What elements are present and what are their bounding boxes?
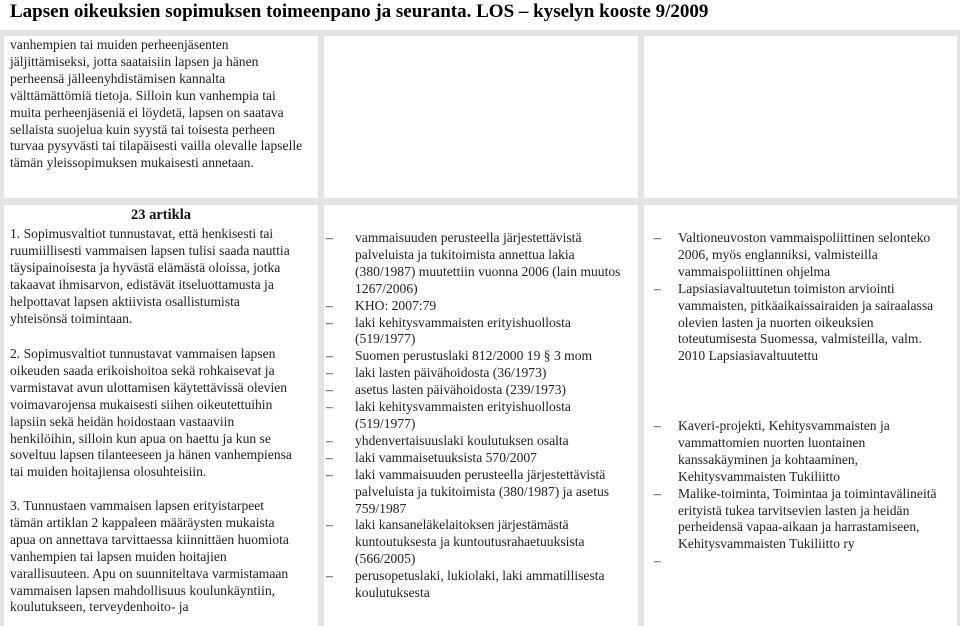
text-line: (380/1987) muutettiin vuonna 2006 (lain muutos xyxy=(355,263,621,279)
list-item xyxy=(326,467,620,518)
text-line: vammaispoliittinen ohjelma xyxy=(678,263,831,279)
text-line: 2006, myös englanniksi, valmisteilla xyxy=(678,246,878,262)
text-line: varmistavat avun ulottamisen käytettävissä olevien xyxy=(10,379,288,395)
text-line: KHO: 2007:79 xyxy=(355,297,437,313)
text-line: välttämättömiä tietoja. Silloin kun vanhempia tai xyxy=(10,87,276,103)
list-item xyxy=(326,315,620,349)
dash-bullet: – xyxy=(326,314,333,330)
list-item xyxy=(326,348,620,365)
text-line: vanhempien tai muiden perheenjäsenten xyxy=(10,37,229,52)
text-line: yhteisönsä toimintaan. xyxy=(10,310,133,326)
dash-bullet: – xyxy=(654,418,661,433)
article-cell xyxy=(4,205,318,626)
dash-bullet: – xyxy=(326,432,333,448)
text-line: vammaisuuden perusteella järjestettävistä xyxy=(355,230,582,245)
dash-bullet: – xyxy=(326,365,333,381)
dash-bullet: – xyxy=(654,280,661,296)
article-paragraph-1 xyxy=(10,226,290,327)
text-line: Valtioneuvoston vammaispoliittinen selonteko xyxy=(678,230,931,245)
text-line: laki vammaisuuden perusteella järjestettävistä xyxy=(355,466,606,482)
title-bar xyxy=(0,0,960,30)
text-line: 3. Tunnustaen vammaisen lapsen erityistarpeet xyxy=(10,498,265,513)
text-line: olevien lasten ja nuorten oikeuksien xyxy=(678,314,874,330)
text-line: varallisuuteen. Apu on suunniteltava varmistamaan xyxy=(10,565,289,581)
programs-list-2 xyxy=(654,418,937,570)
text-line: muita perheenjäseniä ei löydetä, lapsen on saatava xyxy=(10,104,284,120)
text-line: kuntoutuksesta ja kuntoutusrahaetuuksista xyxy=(355,534,585,550)
text-line: Kaveri-projekti, Kehitysvammaisten ja xyxy=(678,418,890,433)
text-line: tämän yleissopimuksen mukaisesti annetaan. xyxy=(10,155,254,171)
text-line: Lapsiasiavaltuutetun toimiston arviointi xyxy=(678,280,895,296)
text-line: (566/2005) xyxy=(355,551,416,567)
list-item xyxy=(326,365,620,382)
text-line: 1. Sopimusvaltiot tunnustavat, että henkisesti tai xyxy=(10,226,274,241)
text-line: Kehitysvammaisten Tukiliitto ry xyxy=(678,536,855,552)
article-paragraph-3 xyxy=(10,498,289,616)
dash-bullet: – xyxy=(326,466,333,482)
dash-bullet: – xyxy=(326,348,333,364)
text-line: perheidensä vapaa-aikaan ja harrastamiseen, xyxy=(678,519,920,535)
legislation-cell xyxy=(324,205,638,626)
text-line: jäljittämiseksi, jotta saataisiin lapsen ja hänen xyxy=(10,53,259,69)
list-item xyxy=(654,553,937,570)
text-line: perheensä jälleenyhdistämisen kannalta xyxy=(10,70,226,86)
list-item xyxy=(326,298,620,315)
text-line: asetus lasten päivähoidosta (239/1973) xyxy=(355,382,567,398)
text-line: turvaa pysyvästi tai tilapäisesti vailla olevalle lapselle xyxy=(10,138,303,154)
list-item xyxy=(326,450,620,467)
text-line: ruumiillisesti vammaisen lapsen tulisi saada nauttia xyxy=(10,242,290,258)
text-line: apua on annettava tarvittaessa kiinnittäen huomiota xyxy=(10,531,289,547)
text-line: Kehitysvammaisten Tukiliitto xyxy=(678,468,841,484)
top-left-cell xyxy=(4,36,318,198)
text-line: laki lasten päivähoidosta (36/1973) xyxy=(355,365,547,381)
text-line: vammattomien nuorten luontainen xyxy=(678,434,866,450)
text-line: Malike-toiminta, Toimintaa ja toimintavälineitä xyxy=(678,485,937,501)
programs-list-1 xyxy=(654,230,933,365)
dash-bullet: – xyxy=(654,230,661,245)
dash-bullet: – xyxy=(326,382,333,398)
list-item xyxy=(326,230,620,298)
text-line: tämän artiklan 2 kappaleen määräysten mukaista xyxy=(10,514,275,530)
top-right-cell xyxy=(644,36,957,198)
text-line: (519/1977) xyxy=(355,331,416,347)
text-line: 2010 Lapsiasiavaltuutettu xyxy=(678,348,819,364)
text-line: helpottavat lapsen aktiivista osallistumista xyxy=(10,293,240,309)
list-item xyxy=(326,517,620,568)
list-item xyxy=(326,568,620,602)
text-line: henkilöihin, silloin kun apua on haettu ja kun se xyxy=(10,430,271,446)
text-line: (519/1977) xyxy=(355,415,416,431)
text-line: palveluista ja tukitoimista annettua lakia xyxy=(355,246,575,262)
list-item xyxy=(654,230,933,281)
dash-bullet: – xyxy=(654,553,661,569)
text-line: vammaisten, pitkäaikaissairaiden ja sairaalassa xyxy=(678,297,934,313)
dash-bullet: – xyxy=(326,297,333,313)
text-line: kanssakäyminen ja kohtaaminen, xyxy=(678,451,859,467)
page-title: Lapsen oikeuksien sopimuksen toimeenpano ja seuranta. LOS – kyselyn kooste 9/2009 xyxy=(10,1,709,22)
text-line: Suomen perustuslaki 812/2000 19 § 3 mom xyxy=(355,348,593,364)
text-line: koulutuksesta xyxy=(355,585,430,601)
dash-bullet: – xyxy=(326,230,333,245)
text-line: yhdenvertaisuuslaki koulutuksen osalta xyxy=(355,432,569,448)
dash-bullet: – xyxy=(326,449,333,465)
text-line: voimavarojensa mukaisesti siihen oikeutettuihin xyxy=(10,396,273,412)
dash-bullet: – xyxy=(326,517,333,533)
list-item xyxy=(326,382,620,399)
legislation-list xyxy=(326,230,620,602)
text-line: toteutumisesta Suomessa, valmisteilla, valm. xyxy=(678,331,922,347)
top-left-text xyxy=(10,37,302,172)
dash-bullet: – xyxy=(654,485,661,501)
text-line: oikeuden saada erikoishoitoa sekä rohkaisevat ja xyxy=(10,362,275,378)
text-line: täysipainoisesta ja hyvästä elämästä oloissa, jotka xyxy=(10,259,281,275)
text-line: sellaista suojelua kuin syystä tai toisesta perheen xyxy=(10,121,276,137)
article-paragraph-2 xyxy=(10,346,292,481)
text-line: tai muiden hoitajiensa olosuhteisiin. xyxy=(10,464,207,480)
text-line: lapsiin sekä heidän hoidostaan vastaaviin xyxy=(10,413,235,429)
text-line: laki vammaisetuuksista 570/2007 xyxy=(355,449,537,465)
programs-cell xyxy=(644,205,957,626)
text-line: laki kehitysvammaisten erityishuollosta xyxy=(355,314,571,330)
text-line: erityistä tukea tarvitsevien lasten ja heidän xyxy=(678,502,910,518)
list-item xyxy=(654,418,937,486)
list-item xyxy=(326,433,620,450)
text-line: laki kehitysvammaisten erityishuollosta xyxy=(355,399,571,415)
article-heading: 23 artikla xyxy=(130,207,191,223)
list-item xyxy=(654,486,937,554)
list-item xyxy=(654,281,933,366)
text-line: 759/1987 xyxy=(355,500,407,516)
text-line: laki kansaneläkelaitoksen järjestämästä xyxy=(355,517,569,533)
text-line: takaavat ihmisarvon, edistävät itseluottamusta ja xyxy=(10,276,274,292)
text-line: soveltuu lapsen tilanteeseen ja hänen vanhempiensa xyxy=(10,447,292,463)
text-line: 2. Sopimusvaltiot tunnustavat vammaisen lapsen xyxy=(10,346,276,361)
text-line: koulutukseen, terveydenhoito- ja xyxy=(10,599,189,615)
text-line: 1267/2006) xyxy=(355,280,418,296)
text-line: perusopetuslaki, lukiolaki, laki ammatillisesta xyxy=(355,568,605,584)
text-line: palveluista ja tukitoimista (380/1987) ja asetus xyxy=(355,483,610,499)
text-line: vanhempien tai lapsen muiden hoitajien xyxy=(10,548,227,564)
dash-bullet: – xyxy=(326,568,333,584)
top-middle-cell xyxy=(324,36,638,198)
text-line: vammaisen lapsen mahdollisuus koulunkäyntiin, xyxy=(10,582,276,598)
dash-bullet: – xyxy=(326,399,333,415)
row-divider xyxy=(0,198,960,205)
list-item xyxy=(326,399,620,433)
